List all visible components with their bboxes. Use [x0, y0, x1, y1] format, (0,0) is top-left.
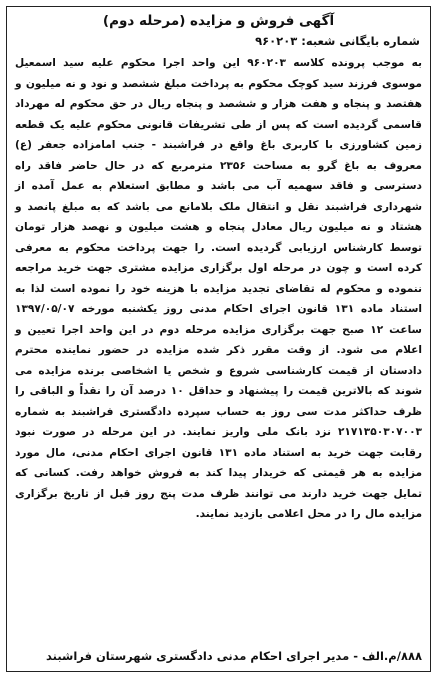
notice-footer: ۸۸۸/م.الف - مدیر اجرای احکام مدنی دادگستری شهرستان فراشبند	[46, 649, 422, 663]
notice-title: آگهی فروش و مزایده (مرحله دوم)	[102, 13, 335, 29]
archive-number: شماره بایگانی شعبه: ۹۶۰۲۰۳	[255, 34, 420, 48]
notice-body: به موجب پرونده کلاسه ۹۶۰۲۰۳ این واحد اجرا محکوم علیه سید اسمعیل موسوی فرزند سید کوچک محکوم به پرداخت مبلغ ششصد و نود و نه میلیون و هفتصد و پنجاه و هفت هزار و ششصد و پنجاه ریال در حق محکوم له مهرداد قاسمی گردیده است که پس از طی تشریفات قانونی محکوم علیه یک قطعه زمین کشاورزی با کاربری باغ واقع در فراشبند - جنب امامزاده جعفر (ع) معروف به باغ گرو به مساحت ۲۳۵۶ مترمربع که در حال حاضر فاقد راه دسترسی و فاقد سهمیه آب می باشد و مطابق استعلام به عمل آمده از شهرداری فراشبند نقل و انتقال ملک بلامانع می باشد که به مبلغ پانصد و هشتاد و نه میلیون ریال معادل پنجاه و هشت میلیون و نهصد هزار تومان توسط کارشناس ارزیابی گردیده است. را جهت پرداخت محکوم به معرفی کرده است و چون در مرحله اول برگزاری مزایده مشتری جهت خرید مراجعه ننموده و محکوم له تقاضای تجدید مزایده با هزینه خود را نموده است لذا به استناد ماده ۱۳۱ قانون اجرای احکام مدنی روز یکشنبه مورخه ۱۳۹۷/۰۵/۰۷ ساعت ۱۲ صبح جهت برگزاری مزایده مرحله دوم در این واحد اجرا تعیین و اعلام می شود. از وقت مقرر ذکر شده مزایده در حضور نماینده محترم دادستان از قیمت کارشناسی شروع و شخص یا اشخاصی برنده مزایده می شوند که بالاترین قیمت را پیشنهاد و حداقل ۱۰ درصد آن را نقداً و الباقی را ظرف حداکثر مدت سی روز به حساب سپرده دادگستری فراشبند به شماره ۲۱۷۱۳۵۰۳۰۷۰۰۳ نزد بانک ملی واریز نمایند. در این مرحله در صورت نبود رقابت جهت خرید به استناد ماده ۱۳۱ قانون اجرای احکام مدنی، مال مورد مزایده به هر قیمتی که خریدار پیدا کند به فروش خواهد رفت. کسانی که تمایل جهت خرید دارند می توانند ظرف مدت پنج روز قبل از تاریخ برگزاری مزایده مال را در محل اعلامی بازدید نمایند.	[15, 57, 422, 520]
auction-notice	[6, 6, 431, 672]
